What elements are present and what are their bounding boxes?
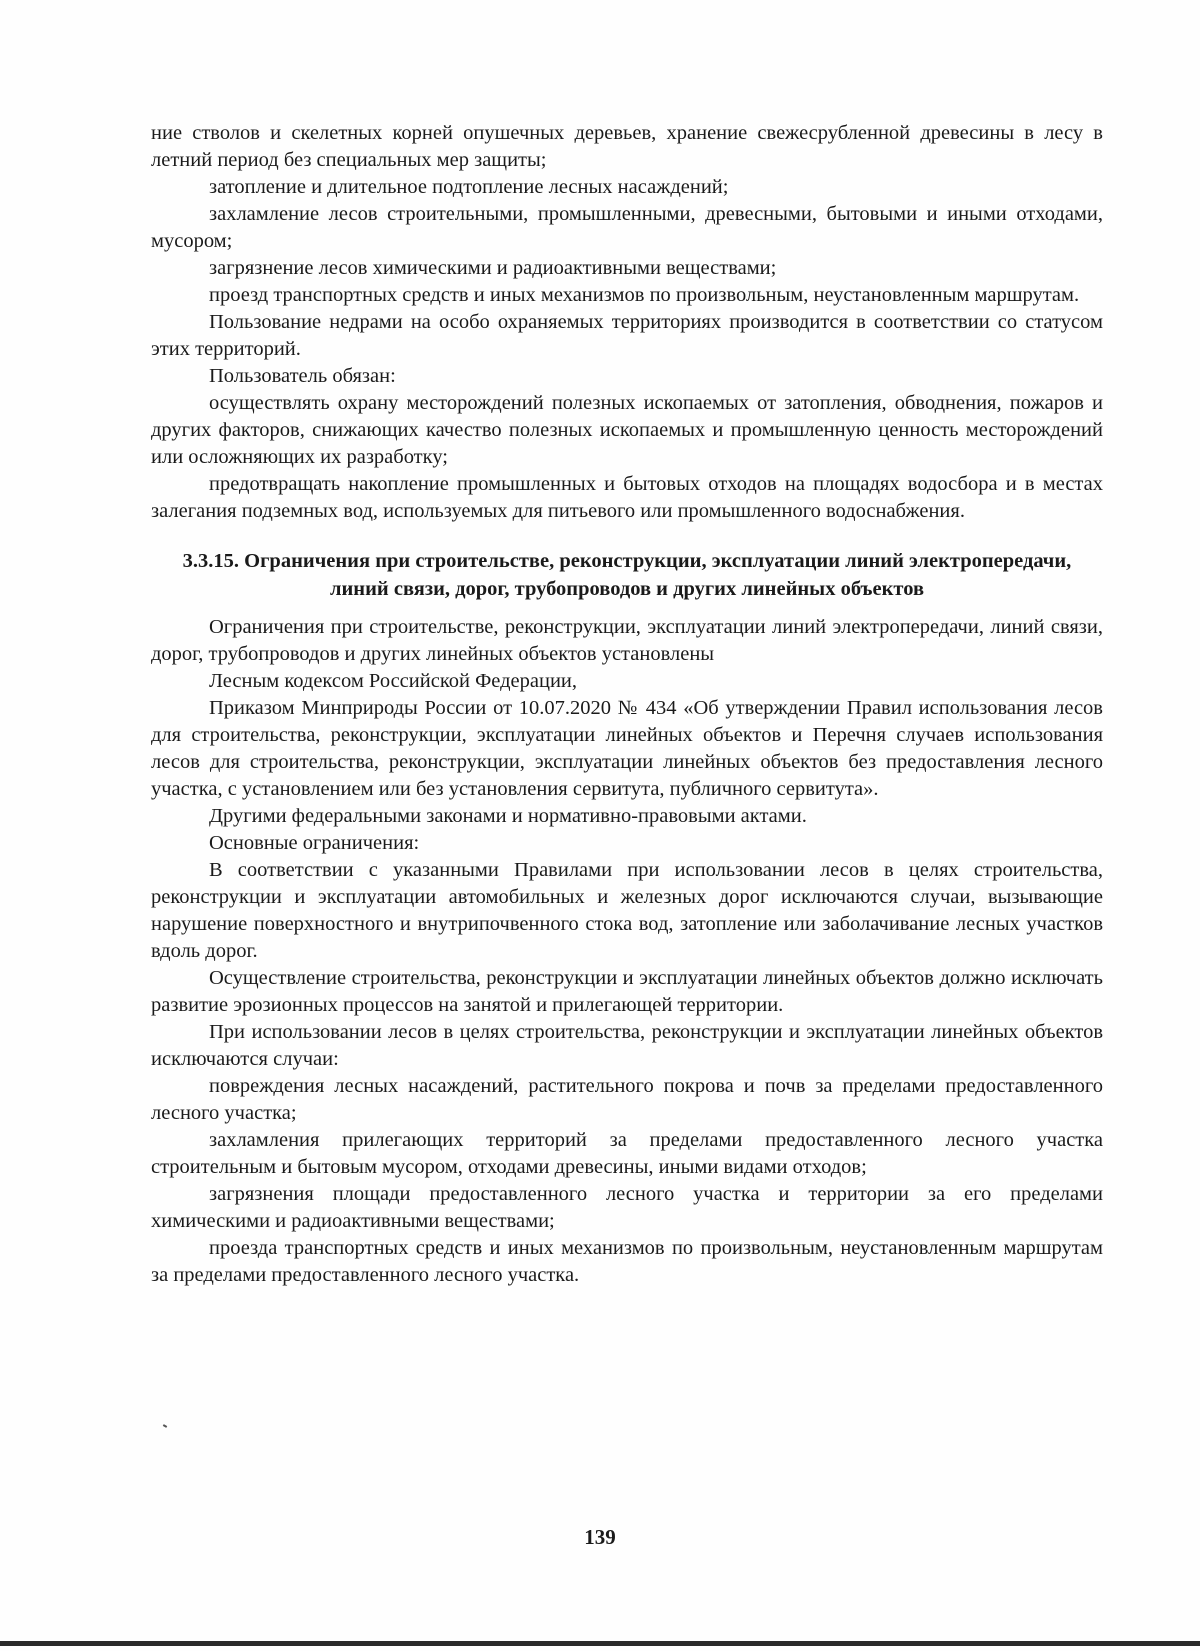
paragraph: Лесным кодексом Российской Федерации, — [209, 670, 578, 692]
paragraph: ние стволов и скелетных корней опушечных деревьев, хранение свежесрубленной древесины в лесу в летний период без специальных мер защиты; — [151, 122, 1103, 171]
paragraph: Ограничения при строительстве, реконструкции, эксплуатации линий электропередачи, линий связи, дорог, трубопроводов и других линейных объектов установлены — [151, 616, 1103, 665]
paragraph: При использовании лесов в целях строительства, реконструкции и эксплуатации линейных объектов исключаются случаи: — [151, 1021, 1103, 1070]
paragraph: загрязнение лесов химическими и радиоактивными веществами; — [209, 257, 777, 279]
paragraph: захламления прилегающих территорий за пределами предоставленного лесного участка строительным и бытовым мусором, отходами древесины, иными видами отходов; — [151, 1129, 1103, 1178]
paragraph: загрязнения площади предоставленного лесного участка и территории за его пределами химическими и радиоактивными веществами; — [151, 1183, 1103, 1232]
paragraph: осуществлять охрану месторождений полезных ископаемых от затопления, обводнения, пожаров и других факторов, снижающих качество полезных ископаемых и промышленную ценность месторождений или осложняющих их разработку; — [151, 392, 1103, 468]
paragraph: захламление лесов строительными, промышленными, древесными, бытовыми и иными отходами, мусором; — [151, 203, 1103, 252]
page-number: 139 — [584, 1525, 616, 1549]
paragraph: Пользователь обязан: — [209, 365, 396, 387]
bottom-scan-edge — [0, 1641, 1200, 1646]
paragraph: Приказом Минприроды России от 10.07.2020 № 434 «Об утверждении Правил использования лесов для строительства, реконструкции, эксплуатации линейных объектов и Перечня случаев использования лесов для строительства, реконструкции, эксплуатации линейных объектов без предоставления лесного участка, с установлением или без установления сервитута, публичного сервитута». — [151, 697, 1103, 800]
paragraph: Другими федеральными законами и нормативно-правовыми актами. — [209, 805, 807, 827]
section-heading: 3.3.15. Ограничения при строительстве, реконструкции, эксплуатации линий электропередачи, линий связи, дорог, трубопроводов и других линейных объектов — [182, 550, 1072, 600]
paragraph: затопление и длительное подтопление лесных насаждений; — [209, 176, 729, 198]
scan-speck — [163, 1424, 167, 1428]
body-text — [151, 120, 1103, 1289]
paragraph: В соответствии с указанными Правилами при использовании лесов в целях строительства, реконструкции и эксплуатации автомобильных и железных дорог исключаются случаи, вызывающие нарушение поверхностного и внутрипочвенного стока вод, затопление или заболачивание лесных участков вдоль дорог. — [151, 859, 1103, 962]
paragraph: Основные ограничения: — [209, 832, 420, 854]
paragraph: Пользование недрами на особо охраняемых территориях производится в соответствии со статусом этих территорий. — [151, 311, 1103, 360]
paragraph: проезда транспортных средств и иных механизмов по произвольным, неустановленным маршрутам за пределами предоставленного лесного участка. — [151, 1237, 1103, 1286]
paragraph: проезд транспортных средств и иных механизмов по произвольным, неустановленным маршрутам. — [209, 284, 1080, 306]
paragraph: повреждения лесных насаждений, растительного покрова и почв за пределами предоставленного лесного участка; — [151, 1075, 1103, 1124]
paragraph: Осуществление строительства, реконструкции и эксплуатации линейных объектов должно исключать развитие эрозионных процессов на занятой и прилегающей территории. — [151, 967, 1103, 1016]
paragraph: предотвращать накопление промышленных и бытовых отходов на площадях водосбора и в местах залегания подземных вод, используемых для питьевого или промышленного водоснабжения. — [151, 473, 1103, 522]
